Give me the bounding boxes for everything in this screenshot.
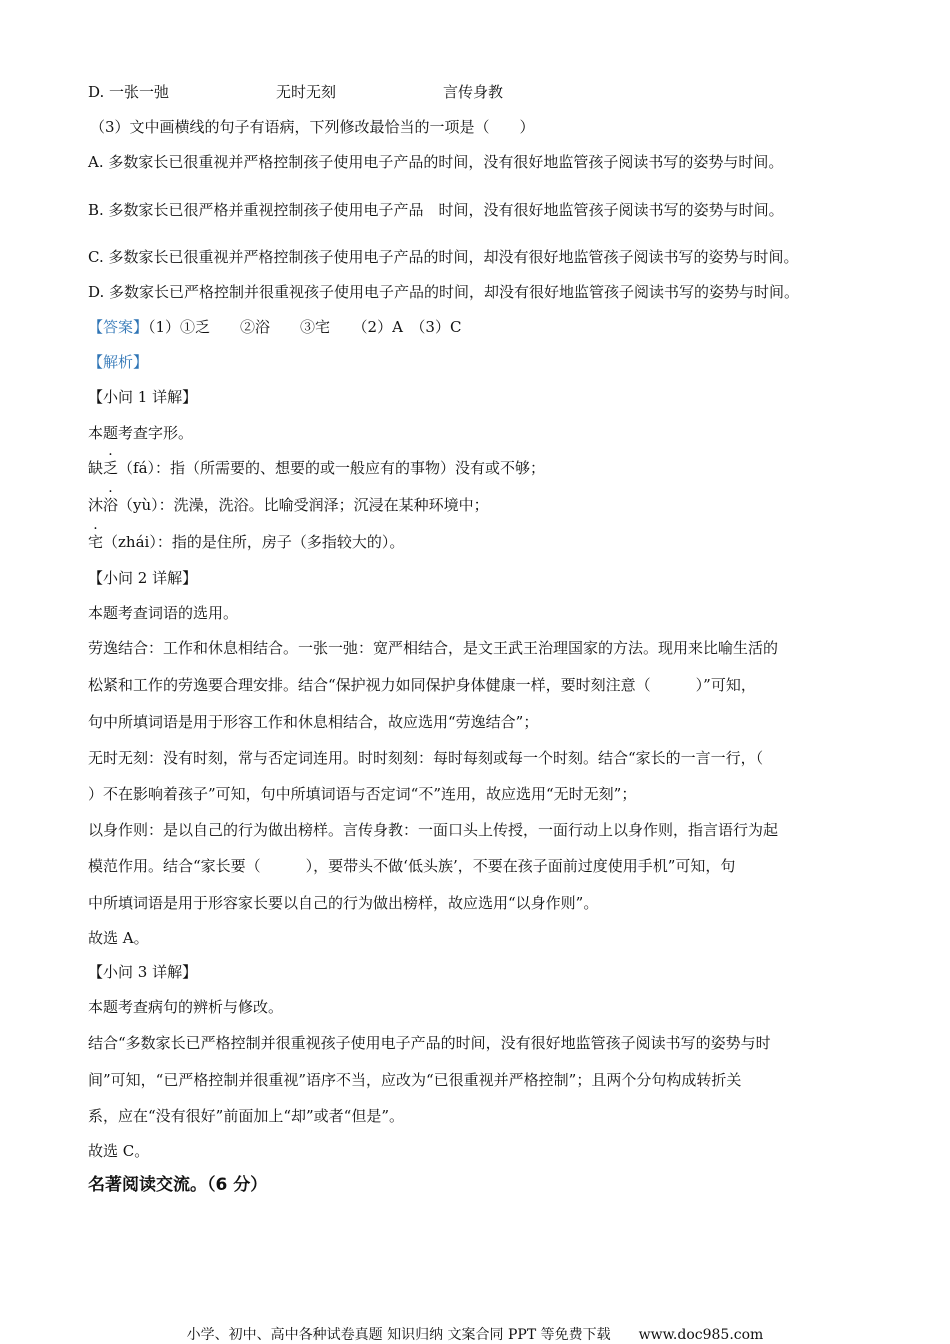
sub1-line1 bbox=[88, 458, 545, 478]
sub3-intro: 本题考查病句的辨析与修改。 bbox=[88, 998, 284, 1016]
sub2-p1-line: 劳逸结合：工作和休息相结合。一张一弛：宽严相结合，是文王武王治理国家的方法。现用来比喻生活的 bbox=[88, 639, 779, 657]
sub1-line2-post: （yù）：洗澡，洗浴。比喻受润泽；沉浸在某种环境中； bbox=[118, 496, 489, 514]
sub2-p1-line: 句中所填词语是用于形容工作和休息相结合，故应选用“劳逸结合”； bbox=[88, 713, 539, 731]
q3-option-b: B. 多数家长已很严格并重视控制孩子使用电子产品 时间，没有很好地监管孩子阅读书写的姿势与时间。 bbox=[88, 201, 784, 219]
q3-option-d: D. 多数家长已严格控制并很重视孩子使用电子产品的时间，却没有很好地监管孩子阅读书写的姿势与时间。 bbox=[88, 283, 800, 301]
sub1-intro: 本题考查字形。 bbox=[88, 424, 194, 442]
sub1-line1-post: （fá）：指（所需要的、想要的或一般应有的事物）没有或不够； bbox=[118, 459, 546, 477]
sub3-title: 【小问 3 详解】 bbox=[88, 963, 198, 981]
sub1-line3-post: （zhái）：指的是住所，房子（多指较大的）。 bbox=[103, 533, 405, 551]
sub1-title: 【小问 1 详解】 bbox=[88, 388, 198, 406]
sub3-p1-line: 系，应在“没有很好”前面加上“却”或者“但是”。 bbox=[88, 1107, 405, 1125]
sub1-line2-pre: 沐 bbox=[88, 496, 104, 514]
sub3-p1-line: 结合“多数家长已严格控制并很重视孩子使用电子产品的时间，没有很好地监管孩子阅读书写的姿势与时 bbox=[88, 1034, 771, 1052]
analysis-tag: 【解析】 bbox=[88, 353, 149, 371]
sub2-p2-line: 无时无刻：没有时刻，常与否定词连用。时时刻刻：每时每刻或每一个时刻。结合“家长的一言一行，（ bbox=[88, 749, 764, 767]
q3-option-a: A. 多数家长已很重视并严格控制孩子使用电子产品的时间，没有很好地监管孩子阅读书写的姿势与时间。 bbox=[88, 153, 784, 171]
sub3-p1-line: 间”可知，“已严格控制并很重视”语序不当，应改为“已很重视并严格控制”；且两个分句构成转折关 bbox=[88, 1071, 742, 1089]
sub3-choose: 故选 C。 bbox=[88, 1142, 150, 1160]
sub1-line2 bbox=[88, 495, 489, 515]
answer-line bbox=[88, 317, 461, 337]
option-d-word3: 言传身教 bbox=[443, 83, 504, 101]
sub2-choose: 故选 A。 bbox=[88, 929, 149, 947]
answer-text: （1）①乏 ②浴 ③宅 （2）A （3）C bbox=[148, 318, 462, 336]
q3-stem: （3）文中画横线的句子有语病，下列修改最恰当的一项是（ ） bbox=[90, 118, 535, 136]
sub2-p3-line: 中所填词语是用于形容家长要以自己的行为做出榜样，故应选用“以身作则”。 bbox=[88, 894, 599, 912]
sub2-title: 【小问 2 详解】 bbox=[88, 569, 198, 587]
sub2-p3-line: 以身作则：是以自己的行为做出榜样。言传身教：一面口头上传授，一面行动上以身作则，指言语行为起 bbox=[88, 821, 779, 839]
sub1-line3-dotted-char: 宅 bbox=[88, 533, 104, 551]
sub1-line3 bbox=[88, 532, 404, 552]
sub1-line2-dotted-char: 浴 bbox=[103, 496, 119, 514]
page-footer: 小学、初中、高中各种试卷真题 知识归纳 文案合同 PPT 等免费下载 www.doc985.com bbox=[186, 1327, 764, 1343]
q3-option-c: C. 多数家长已很重视并严格控制孩子使用电子产品的时间，却没有很好地监管孩子阅读书写的姿势与时间。 bbox=[88, 248, 799, 266]
answer-tag: 【答案】 bbox=[88, 318, 149, 336]
sub1-line1-dotted-char: 乏 bbox=[103, 459, 119, 477]
section-heading: 名著阅读交流。（6 分） bbox=[88, 1175, 268, 1195]
sub2-p2-line: ）不在影响着孩子”可知，句中所填词语与否定词“不”连用，故应选用“无时无刻”； bbox=[88, 785, 637, 803]
option-d-word2: 无时无刻 bbox=[276, 83, 337, 101]
sub2-intro: 本题考查词语的选用。 bbox=[88, 604, 239, 622]
sub2-p3-line: 模范作用。结合“家长要（ ），要带头不做‘低头族’，不要在孩子面前过度使用手机”可知，句 bbox=[88, 857, 736, 875]
sub1-line1-pre: 缺 bbox=[88, 459, 104, 477]
sub2-p1-line: 松紧和工作的劳逸要合理安排。结合“保护视力如同保护身体健康一样，要时刻注意（ ）”可知， bbox=[88, 676, 756, 694]
option-d-label: D. 一张一弛 bbox=[88, 83, 170, 101]
